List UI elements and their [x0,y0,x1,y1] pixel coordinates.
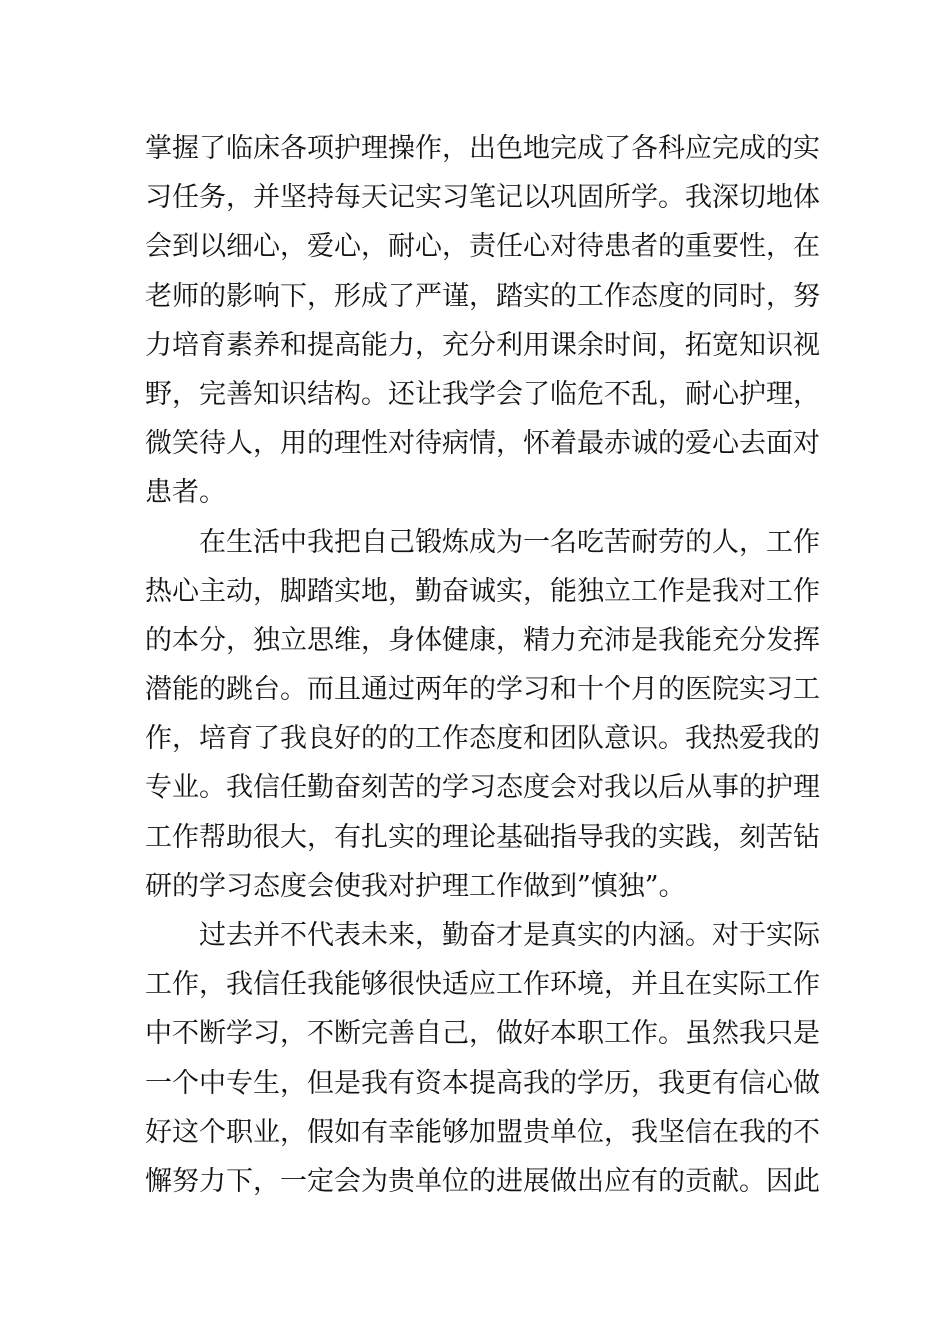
text-line: 患者。 [145,477,226,509]
text-line: 力 培 育 素 养 和 提 高 能 力 ， 充 分 利 用 课 余 时 间 ， 拓 宽 知 识 视 [145,329,820,361]
text-line: 热 心 主 动 ， 脚 踏 实 地 ， 勤 奋 诚 实 ， 能 独 立 工 作 是 我 对 工 作 [145,575,820,607]
text-line: 会 到 以 细 心 ， 爱 心 ， 耐 心 ， 责 任 心 对 待 患 者 的 重 要 性 ， 在 [145,231,820,263]
text-line: 研的学习态度会使我对护理工作做到”慎独”。 [145,870,686,902]
text-line: 微 笑 待 人 ， 用 的 理 性 对 待 病 情 ， 怀 着 最 赤 诚 的 爱 心 去 面 对 [145,428,820,460]
text-line: 习 任 务 ， 并 坚 持 每 天 记 实 习 笔 记 以 巩 固 所 学 。 我 深 切 地 体 [145,182,820,214]
text-line: 掌 握 了 临 床 各 项 护 理 操 作 ， 出 色 地 完 成 了 各 科 应 完 成 的 实 [145,133,820,164]
text-line: 懈 努 力 下 ， 一 定 会 为 贵 单 位 的 进 展 做 出 应 有 的 贡 献 。 因 此 [145,1165,820,1197]
text-line: 一 个 中 专 生 ， 但 是 我 有 资 本 提 高 我 的 学 历 ， 我 更 有 信 心 做 [145,1067,820,1099]
text-line: 好 这 个 职 业 ， 假 如 有 幸 能 够 加 盟 贵 单 位 ， 我 坚 信 在 我 的 不 [145,1116,820,1148]
text-line: 工 作 帮 助 很 大 ， 有 扎 实 的 理 论 基 础 指 导 我 的 实 践 ， 刻 苦 钻 [145,821,820,853]
text-line: 工 作 ， 我 信 任 我 能 够 很 快 适 应 工 作 环 境 ， 并 且 在 实 际 工 作 [145,969,820,1001]
text-line: 中 不 断 学 习 ， 不 断 完 善 自 己 ， 做 好 本 职 工 作 。 虽 然 我 只 是 [145,1018,820,1050]
text-line: 过 去 并 不 代 表 未 来 ， 勤 奋 才 是 真 实 的 内 涵 。 对 于 实 际 [199,920,820,951]
text-line: 老 师 的 影 响 下 ， 形 成 了 严 谨 ， 踏 实 的 工 作 态 度 的 同 时 ， 努 [145,280,820,312]
text-line: 在 生 活 中 我 把 自 己 锻 炼 成 为 一 名 吃 苦 耐 劳 的 人 ， 工 作 [199,526,820,558]
body-text [145,124,820,1206]
text-line: 专 业 。 我 信 任 勤 奋 刻 苦 的 学 习 态 度 会 对 我 以 后 从 事 的 护 理 [145,772,820,804]
text-line: 的 本 分 ， 独 立 思 维 ， 身 体 健 康 ， 精 力 充 沛 是 我 能 充 分 发 挥 [145,624,820,656]
text-line: 野 ， 完 善 知 识 结 构 。 还 让 我 学 会 了 临 危 不 乱 ， 耐 心 护 理 ， [145,378,820,410]
text-line: 潜 能 的 跳 台 。 而 且 通 过 两 年 的 学 习 和 十 个 月 的 医 院 实 习 工 [145,674,820,706]
text-line: 作 ， 培 育 了 我 良 好 的 的 工 作 态 度 和 团 队 意 识 。 我 热 爱 我 的 [145,723,820,755]
